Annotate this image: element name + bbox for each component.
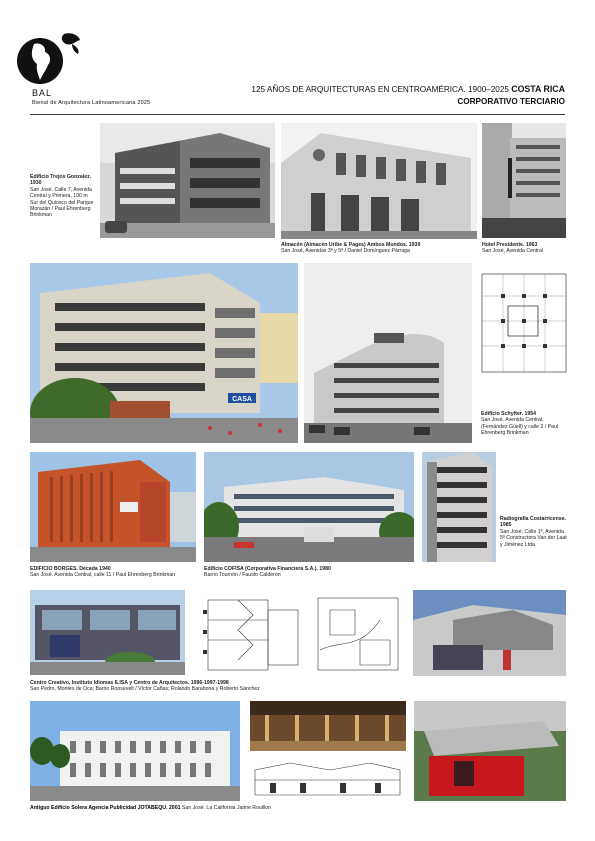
caption-body: San José, Avenidas 3ª y 5ª / Daniel Domínguez Párraga	[281, 248, 410, 255]
caption-body: San José, Avenida Central	[482, 248, 544, 255]
photo-solera-red	[414, 701, 566, 801]
caption-title: Edificio Trejos Gonzalez. 1930	[30, 174, 92, 187]
logo-text: BAL	[32, 88, 53, 98]
photo-solera-interior	[250, 701, 406, 751]
title-text: 125 AÑOS DE ARQUITECTURAS EN CENTROAMÉRICA. 1900–2025	[251, 85, 509, 94]
photo-ilisa-2	[413, 590, 566, 676]
photo-trejos-color	[30, 263, 298, 443]
caption-body: San José. Avenida Central, (Fernández Güell) y calle 2 / Paul Ehrenberg Brinkman	[481, 417, 558, 437]
caption-body: San José. La California Jaime Rouillon	[181, 805, 272, 811]
caption-schyfter	[481, 411, 567, 437]
plan-drawing	[478, 266, 570, 376]
caption-body: San José. Calle 7, Avenida Central y Primera, 100 m Sur del Quiosco del Parque Morazán / Paul Ehrenberg Brinkman	[30, 186, 94, 219]
photo-trejos	[100, 123, 275, 238]
caption-title: Antiguo Edificio Solera Agencia Publicidad JOTABEQU. 2001	[30, 805, 181, 811]
caption-borges	[30, 566, 205, 579]
caption-body: San José. Calle 1ª, Avenida 5ª Constructora Van der Laat y Jiménez Ltda	[500, 528, 567, 548]
caption-title: Hotel Presidente. 1963	[482, 242, 538, 248]
photo-ilisa	[30, 590, 185, 675]
caption-body: Barrio Tournón / Fausto Calderón	[204, 572, 281, 579]
title-country: COSTA RICA	[511, 84, 565, 94]
photo-almacen	[281, 123, 477, 239]
caption-title: Edificio COFISA (Corporativa Financiera S.A.). 1980	[204, 566, 331, 572]
photo-schyfter	[304, 263, 472, 443]
caption-trejos	[30, 174, 94, 219]
page-subtitle: CORPORATIVO TERCIARIO	[457, 97, 565, 106]
caption-title: Edificio Schyfter. 1954	[481, 411, 537, 417]
logo-subtitle: Bienal de Arquitectura Latinoamericana 2025	[32, 100, 151, 106]
photo-radiografia	[422, 452, 496, 562]
caption-cofisa	[204, 566, 414, 579]
caption-almacen	[281, 242, 481, 255]
photo-solera	[30, 701, 240, 801]
drawing-solera-section	[250, 755, 406, 801]
header-rule	[30, 114, 565, 115]
photo-borges	[30, 452, 196, 562]
caption-title: Almacén (Almacén Uribe & Pages) Ambos Mundos. 1939	[281, 242, 421, 248]
caption-title: EDIFICIO BORGES. Década 1940	[30, 566, 111, 572]
photo-hotel	[482, 123, 566, 238]
page-title	[251, 84, 565, 94]
caption-ilisa	[30, 680, 330, 693]
drawing-section-1	[198, 590, 306, 676]
drawing-section-2	[310, 590, 408, 676]
caption-title: Radiografía Costarricense. 1985	[500, 516, 567, 529]
globe-icon	[16, 30, 88, 86]
caption-title: Centro Creativo, Instituto Idiomas ILISA y Centro de Arquitectos. 1996-1997-1998	[30, 680, 229, 686]
caption-hotel	[482, 242, 566, 255]
caption-radiografia	[500, 516, 568, 548]
caption-body: San Pedro, Montes de Oca; Barrio Roosevelt / Víctor Cañas; Rolando Barahona y Roberto Sánchez	[30, 686, 260, 693]
photo-cofisa	[204, 452, 414, 562]
caption-body: San José. Avenida Central, calle 11 / Paul Ehrenberg Brinkman	[30, 572, 176, 579]
casa-sign: CASA	[232, 396, 252, 403]
logo	[16, 30, 88, 86]
caption-solera	[30, 805, 350, 811]
